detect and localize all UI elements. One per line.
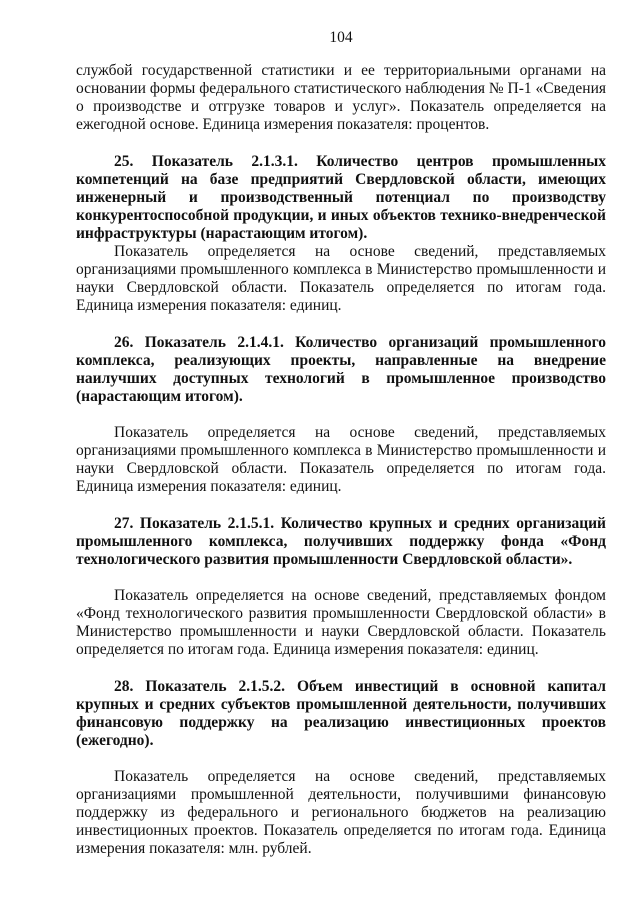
indicator-25-heading: 25. Показатель 2.1.3.1. Количество центров промышленных компетенций на базе предприятий Свердловской области, имеющих инженерный и производственный потенциал по производству конкурентоспособной продукции, и иных объектов технико-внедренческой инфраструктуры (нарастающим итогом). [76, 153, 606, 242]
indicator-26-description: Показатель определяется на основе сведений, представляемых организациями промышленного комплекса в Министерство промышленности и науки Свердловской области. Показатель определяется по итогам года. Единица измерения показателя: единиц. [76, 424, 606, 495]
indicator-28-description: Показатель определяется на основе сведений, представляемых организациями промышленной деятельности, получившими финансовую поддержку из федерального и регионального бюджетов на реализацию инвестиционных проектов. Показатель определяется по итогам года. Единица измерения показателя: млн. рублей. [76, 768, 606, 857]
indicator-27-description: Показатель определяется на основе сведений, представляемых фондом «Фонд технологического развития промышленности Свердловской области» в Министерство промышленности и науки Свердловской области. Показатель определяется по итогам года. Единица измерения показателя: единиц. [76, 587, 606, 658]
indicator-28-heading: 28. Показатель 2.1.5.2. Объем инвестиций в основной капитал крупных и средних субъектов промышленной деятельности, получивших финансовую поддержку на реализацию инвестиционных проектов (ежегодно). [76, 678, 606, 749]
intro-paragraph: службой государственной статистики и ее территориальными органами на основании формы федерального статистического наблюдения № П-1 «Сведения о производстве и отгрузке товаров и услуг». Показатель определяется на ежегодной основе. Единица измерения показателя: процентов. [76, 62, 606, 133]
page-number: 104 [329, 29, 353, 46]
indicator-25-description: Показатель определяется на основе сведений, представляемых организациями промышленного комплекса в Министерство промышленности и науки Свердловской области. Показатель определяется по итогам года. Единица измерения показателя: единиц. [76, 243, 606, 314]
indicator-26-heading: 26. Показатель 2.1.4.1. Количество организаций промышленного комплекса, реализующих проекты, направленные на внедрение наилучших доступных технологий в промышленное производство (нарастающим итогом). [76, 334, 606, 405]
indicator-27-heading: 27. Показатель 2.1.5.1. Количество крупных и средних организаций промышленного комплекса, получивших поддержку фонда «Фонд технологического развития промышленности Свердловской области». [76, 515, 606, 568]
